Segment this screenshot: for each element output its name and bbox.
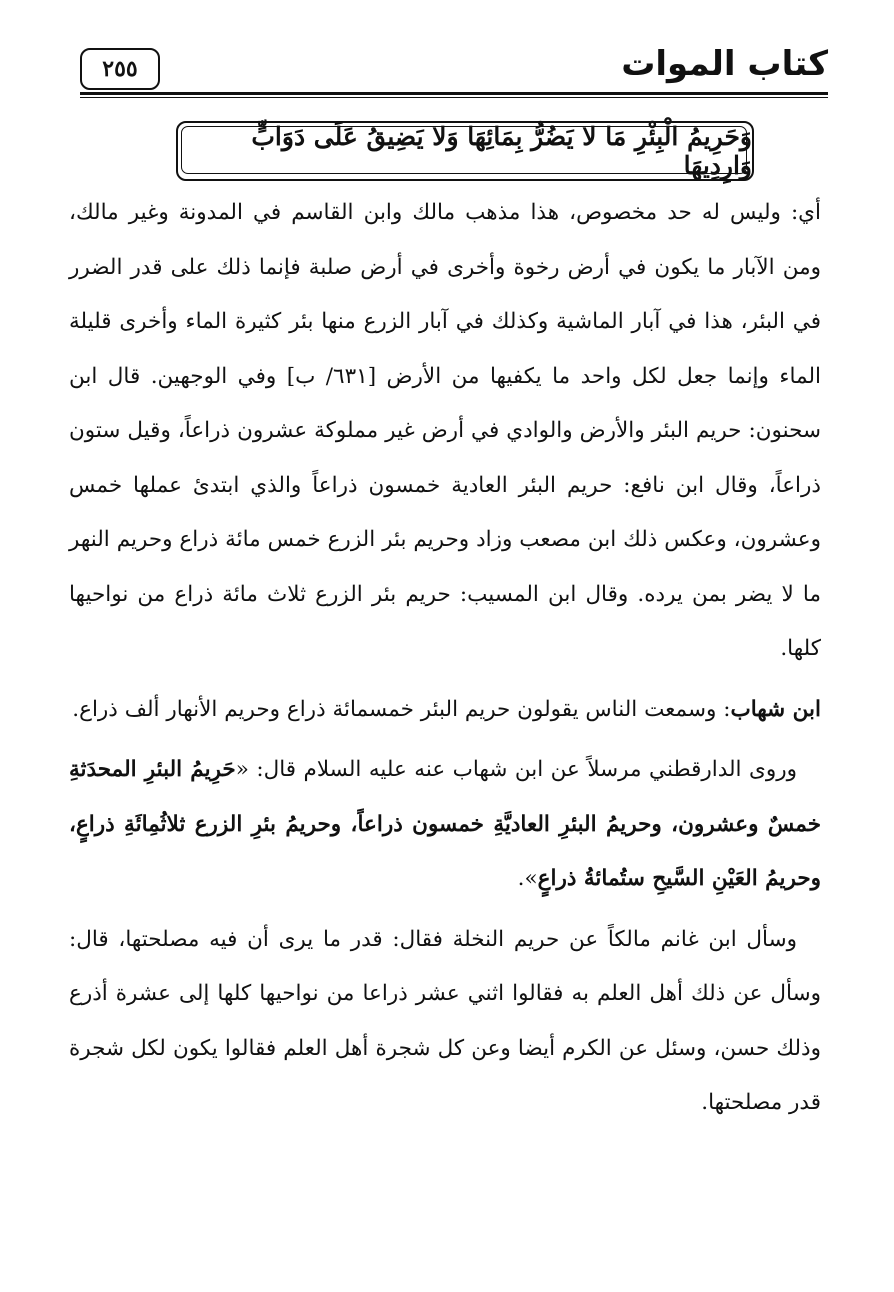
running-header-title: كتاب الموات [621, 44, 828, 84]
page-number: ٢٥٥ [102, 56, 138, 82]
paragraph-lead-name: ابن شهاب [730, 696, 821, 722]
paragraph-ibn-shihab-text: : وسمعت الناس يقولون حريم البئر خمسمائة ذراع وحريم الأنهار ألف ذراع. [72, 696, 731, 722]
daraqutni-intro: وروى الدارقطني مرسلاً عن ابن شهاب عنه عليه السلام قال: « [235, 757, 797, 782]
page-number-box [80, 48, 160, 90]
paragraph-commentary: أي: وليس له حد مخصوص، هذا مذهب مالك وابن القاسم في المدونة وغير مالك، ومن الآبار ما يكون في أرض رخوة وأخرى في أرض صلبة فإنما ذلك على قدر الضرر في البئر، هذا في آبار الماشية وكذلك في آبار الزرع منها بئر كثيرة الماء وأخرى قليلة الماء وإنما جعل لكل واحد ما يكفيها من الأرض [٦٣١/ ب] وفي الوجهين. قال ابن سحنون: حريم البئر والأرض والوادي في أرض غير مملوكة عشرون ذراعاً، وقيل ستون ذراعاً، وقال ابن نافع: حريم البئر العادية خمسون ذراعاً والذي ابتدئ عملها خمس وعشرون، وعكس ذلك ابن مصعب وزاد وحريم بئر الزرع خمس مائة ذراع وحريم النهر ما لا يضر بمن يرده. وقال ابن المسيب: حريم بئر الزرع ثلاث مائة ذراع من نواحيها كلها. [69, 200, 821, 661]
paragraph-ibn-ghanim: وسأل ابن غانم مالكاً عن حريم النخلة فقال: قدر ما يرى أن فيه مصلحتها، قال: وسأل عن ذلك أهل العلم به فقالوا اثني عشر ذراعا من نواحيها كلها إلى عشرة أذرع وذلك حسن، وسئل عن الكرم أيضا وعن كل شجرة أهل العلم فقالوا يكون لكل شجرة قدر مصلحتها. [69, 926, 821, 1115]
hadith-close: ». [517, 866, 538, 891]
header-rule [80, 92, 828, 95]
body-text [69, 186, 821, 1131]
hadith-text: حَرِيمُ البئرِ المحدَثةِ خمسٌ وعشرون، وحريمُ البئرِ العاديَّةِ خمسون ذراعاً، وحريمُ بئرِ الزرع ثلاثُمِائَةِ ذراعٍ، وحريمُ العَيْنِ السَّيحِ ستُمائةُ ذراعٍ [69, 757, 821, 891]
verse-heading: وَحَرِيمُ الْبِئْرِ مَا لا يَضُرُّ بِمَائِهَا وَلا يَضِيقُ عَلَى دَوَابٍّ وَارِدِيهَا [251, 122, 752, 180]
header-rule-thin [80, 97, 828, 98]
paragraph-daraqutni [69, 743, 821, 907]
paragraph-ibn-shihab [69, 683, 821, 738]
verse-heading-box [176, 121, 754, 181]
